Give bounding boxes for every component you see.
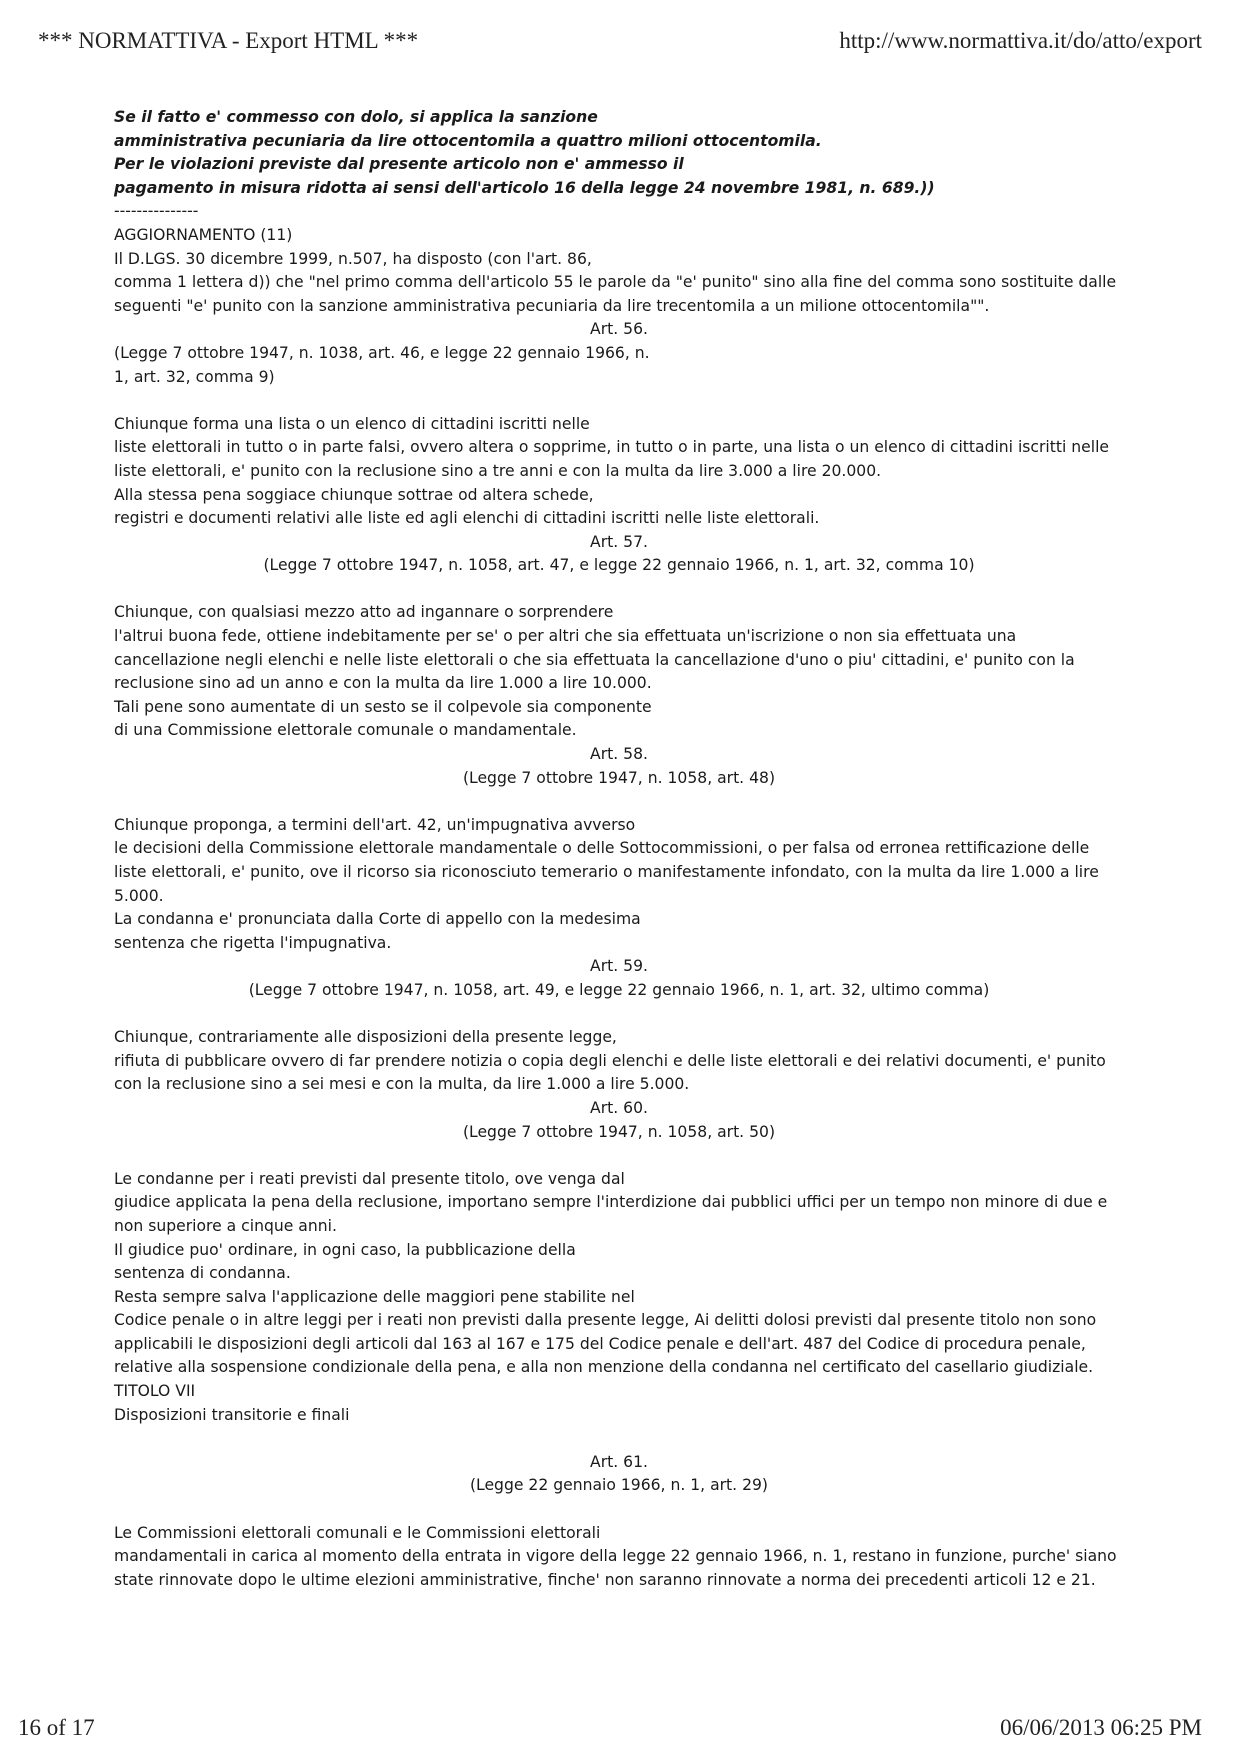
paragraph: Chiunque, contrariamente alle disposizioni della presente legge, — [114, 1028, 617, 1047]
paragraph: La condanna e' pronunciata dalla Corte di appello con la medesima — [114, 910, 641, 929]
paragraph: Codice penale o in altre leggi per i reati non previsti dalla presente legge, Ai delitti dolosi previsti dal presente titolo non sono applicabili le disposizioni degli articoli dal 163 al 167 e 175 del Codice penale e dell'art. 487 del Codice di procedura penale, relative alla sospensione condizionale della pena, e alla non menzione della condanna nel certificato del casellario giudiziale. — [114, 1311, 1097, 1377]
paragraph: liste elettorali in tutto o in parte falsi, ovvero altera o sopprime, in tutto o in parte, una lista o un elenco di cittadini iscritti nelle liste elettorali, e' punito con la reclusione sino a tre anni e con la multa da lire 3.000 a lire 20.000. — [114, 438, 1109, 480]
article-title: Art. 60. — [590, 1098, 648, 1117]
paragraph: Chiunque forma una lista o un elenco di cittadini iscritti nelle — [114, 414, 590, 433]
paragraph: mandamentali in carica al momento della entrata in vigore della legge 22 gennaio 1966, n. 1, restano in funzione, purche' siano state rinnovate dopo le ultime elezioni amministrative, finche' non saranno rinnovate a norma dei precedenti articoli 12 e 21. — [114, 1547, 1117, 1589]
article-reference: (Legge 7 ottobre 1947, n. 1058, art. 50) — [462, 1122, 776, 1141]
bold-line: pagamento in misura ridotta ai sensi dell'articolo 16 della legge 24 novembre 1981, n. 689.)) — [114, 178, 935, 197]
paragraph: di una Commissione elettorale comunale o mandamentale. — [114, 721, 577, 740]
update-text: Il D.LGS. 30 dicembre 1999, n.507, ha disposto (con l'art. 86, — [114, 249, 592, 268]
paragraph: Chiunque proponga, a termini dell'art. 42, un'impugnativa avverso — [114, 815, 636, 834]
article-reference: (Legge 22 gennaio 1966, n. 1, art. 29) — [469, 1476, 769, 1495]
article-reference: (Legge 7 ottobre 1947, n. 1038, art. 46, e legge 22 gennaio 1966, n. — [114, 343, 650, 362]
export-header-url[interactable]: http://www.normattiva.it/do/atto/export — [839, 28, 1202, 53]
article-title: Art. 57. — [590, 532, 648, 551]
bold-line: Per le violazioni previste dal presente articolo non e' ammesso il — [114, 155, 684, 174]
paragraph: Le Commissioni elettorali comunali e le Commissioni elettorali — [114, 1523, 601, 1542]
article-reference: (Legge 7 ottobre 1947, n. 1058, art. 48) — [462, 768, 776, 787]
separator: --------------- — [114, 202, 199, 221]
paragraph: Le condanne per i reati previsti dal presente titolo, ove venga dal — [114, 1169, 625, 1188]
update-text: comma 1 lettera d)) che "nel primo comma dell'articolo 55 le parole da "e' punito" sino alla fine del comma sono sostituite dalle seguenti "e' punito con la sanzione amministrativa pecuniaria da lire trecentomila a un milione ottocentomila"". — [114, 273, 1117, 315]
paragraph: giudice applicata la pena della reclusione, importano sempre l'interdizione dai pubblici uffici per un tempo non minore di due e non superiore a cinque anni. — [114, 1193, 1108, 1235]
update-title: AGGIORNAMENTO (11) — [114, 225, 293, 244]
export-header-title: *** NORMATTIVA - Export HTML *** — [38, 28, 419, 53]
page-number: 16 of 17 — [18, 1715, 95, 1740]
bold-line: Se il fatto e' commesso con dolo, si applica la sanzione — [114, 108, 598, 126]
section-subtitle: Disposizioni transitorie e finali — [114, 1405, 350, 1424]
article-title: Art. 61. — [590, 1452, 648, 1471]
article-reference: (Legge 7 ottobre 1947, n. 1058, art. 47, e legge 22 gennaio 1966, n. 1, art. 32, comma 10) — [263, 556, 975, 575]
section-title: TITOLO VII — [114, 1382, 196, 1401]
article-title: Art. 58. — [590, 745, 648, 764]
article-title: Art. 56. — [590, 320, 648, 339]
paragraph: rifiuta di pubblicare ovvero di far prendere notizia o copia degli elenchi e delle liste elettorali e dei relativi documenti, e' punito con la reclusione sino a sei mesi e con la multa, da lire 1.000 a lire 5.000. — [114, 1051, 1106, 1094]
paragraph: Alla stessa pena soggiace chiunque sottrae od altera schede, — [114, 485, 594, 504]
print-datetime: 06/06/2013 06:25 PM — [1000, 1715, 1202, 1740]
article-title: Art. 59. — [590, 957, 648, 976]
paragraph: sentenza che rigetta l'impugnativa. — [114, 933, 392, 952]
article-reference: (Legge 7 ottobre 1947, n. 1058, art. 49, e legge 22 gennaio 1966, n. 1, art. 32, ultimo comma) — [248, 980, 990, 999]
paragraph: Resta sempre salva l'applicazione delle maggiori pene stabilite nel — [114, 1287, 635, 1306]
paragraph: Tali pene sono aumentate di un sesto se il colpevole sia componente — [114, 697, 652, 716]
bold-line: amministrativa pecuniaria da lire ottocentomila a quattro milioni ottocentomila. — [114, 131, 822, 150]
paragraph: l'altrui buona fede, ottiene indebitamente per se' o per altri che sia effettuata un'iscrizione o non sia effettuata una cancellazione negli elenchi e nelle liste elettorali o che sia effettuata la cancellazione d'uno o piu' cittadini, e' punito con la reclusione sino ad un anno e con la multa da lire 1.000 a lire 10.000. — [114, 627, 1075, 693]
paragraph: Chiunque, con qualsiasi mezzo atto ad ingannare o sorprendere — [114, 603, 614, 622]
article-reference: 1, art. 32, comma 9) — [114, 367, 275, 386]
paragraph: le decisioni della Commissione elettorale mandamentale o delle Sottocommissioni, o per falsa od erronea rettificazione delle liste elettorali, e' punito, ove il ricorso sia riconosciuto temerario o manifestamente infondato, con la multa da lire 1.000 a lire 5.000. — [114, 839, 1099, 905]
paragraph: sentenza di condanna. — [114, 1264, 291, 1283]
document-body — [114, 106, 1124, 1592]
paragraph: registri e documenti relativi alle liste ed agli elenchi di cittadini iscritti nelle liste elettorali. — [114, 509, 820, 528]
paragraph: Il giudice puo' ordinare, in ogni caso, la pubblicazione della — [114, 1240, 576, 1259]
